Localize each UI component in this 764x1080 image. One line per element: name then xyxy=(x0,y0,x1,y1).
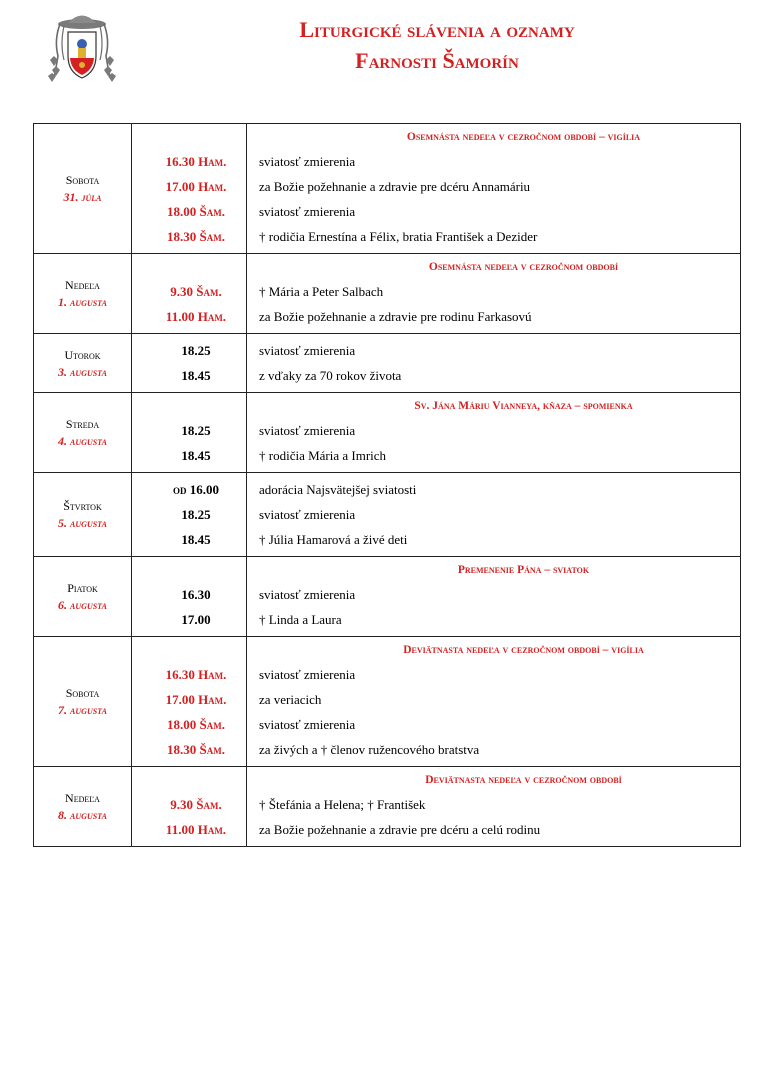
day-date: 5. augusta xyxy=(58,516,107,530)
day-date: 4. augusta xyxy=(58,434,107,448)
day-cell xyxy=(34,124,132,254)
mass-intention: sviatosť zmierenia xyxy=(259,717,356,732)
mass-intention: za živých a † členov ružencového bratstva xyxy=(259,742,480,757)
intention-cell xyxy=(247,767,741,847)
mass-time: 11.00 Ham. xyxy=(165,309,227,324)
day-name: Nedeľa xyxy=(65,278,100,292)
day-name: Sobota xyxy=(65,173,100,187)
time-cell xyxy=(132,767,247,847)
intention-cell xyxy=(247,393,741,473)
intention-cell xyxy=(247,637,741,767)
day-name: Piatok xyxy=(67,581,98,595)
intention-cell xyxy=(247,557,741,637)
day-cell xyxy=(34,557,132,637)
day-cell xyxy=(34,767,132,847)
mass-intention: sviatosť zmierenia xyxy=(259,154,356,169)
mass-time: 18.25 xyxy=(181,507,211,522)
mass-intention: † Linda a Laura xyxy=(259,612,342,627)
mass-intention: za Božie požehnanie a zdravie pre dcéru a celú rodinu xyxy=(259,822,541,837)
time-cell xyxy=(132,393,247,473)
mass-intention: adorácia Najsvätejšej sviatosti xyxy=(259,482,417,497)
day-cell xyxy=(34,393,132,473)
mass-intention: za veriacich xyxy=(259,692,322,707)
schedule-row xyxy=(34,473,741,557)
mass-intention: sviatosť zmierenia xyxy=(259,507,356,522)
mass-time: 18.45 xyxy=(181,532,211,547)
time-cell xyxy=(132,334,247,393)
day-name: Streda xyxy=(65,417,100,431)
time-cell xyxy=(132,124,247,254)
day-cell xyxy=(34,637,132,767)
mass-intention: sviatosť zmierenia xyxy=(259,667,356,682)
mass-time: 17.00 Ham. xyxy=(165,692,227,707)
intention-cell xyxy=(247,124,741,254)
mass-intention: † Štefánia a Helena; † František xyxy=(259,797,426,812)
mass-time: 9.30 Šam. xyxy=(170,797,222,812)
day-cell xyxy=(34,334,132,393)
mass-time: 16.30 xyxy=(181,587,211,602)
time-cell xyxy=(132,557,247,637)
day-date: 3. augusta xyxy=(58,364,107,379)
mass-time: 18.30 Šam. xyxy=(167,229,225,244)
time-cell xyxy=(132,637,247,767)
schedule-table xyxy=(33,123,741,847)
mass-time: 18.00 Šam. xyxy=(167,717,225,732)
liturgical-heading: Osemnásta nedeľa v cezročnom období – vigília xyxy=(406,131,641,143)
mass-intention: † rodičia Ernestína a Félix, bratia František a Dezider xyxy=(259,229,538,244)
day-name: Štvrtok xyxy=(63,499,102,513)
mass-time: 11.00 Ham. xyxy=(165,822,227,837)
day-date: 31. júla xyxy=(63,190,102,204)
schedule-row xyxy=(34,393,741,473)
time-cell xyxy=(132,473,247,557)
mass-intention: sviatosť zmierenia xyxy=(259,343,356,358)
day-name: Nedeľa xyxy=(65,791,100,805)
schedule-row xyxy=(34,637,741,767)
mass-intention: † Júlia Hamarová a živé deti xyxy=(259,532,408,547)
liturgical-heading: Premenenie Pána – sviatok xyxy=(457,564,590,576)
mass-intention: † Mária a Peter Salbach xyxy=(259,284,384,299)
day-date: 7. augusta xyxy=(58,703,107,717)
liturgical-heading: Deviätnasta nedeľa v cezročnom období – vigília xyxy=(403,644,644,656)
liturgical-heading: Osemnásta nedeľa v cezročnom období xyxy=(428,261,619,273)
mass-time: 18.25 xyxy=(181,343,211,358)
day-name: Sobota xyxy=(65,686,100,700)
mass-time: od 16.00 xyxy=(173,482,219,497)
document-title-line2: Farnosti Šamorín xyxy=(355,48,519,73)
mass-intention: sviatosť zmierenia xyxy=(259,204,356,219)
day-date: 6. augusta xyxy=(58,598,107,612)
day-date: 8. augusta xyxy=(58,808,107,822)
mass-time: 18.45 xyxy=(181,368,211,383)
mass-time: 16.30 Ham. xyxy=(165,154,227,169)
liturgical-heading: Sv. Jána Máriu Vianneya, kňaza – spomienka xyxy=(414,400,633,412)
intention-cell xyxy=(247,473,741,557)
mass-time: 18.25 xyxy=(181,423,211,438)
mass-time: 16.30 Ham. xyxy=(165,667,227,682)
schedule-row xyxy=(34,557,741,637)
time-cell xyxy=(132,254,247,334)
intention-cell xyxy=(247,334,741,393)
mass-intention: † rodičia Mária a Imrich xyxy=(259,448,387,463)
document-title-line1: Liturgické slávenia a oznamy xyxy=(299,17,575,42)
day-name: Utorok xyxy=(64,347,101,362)
schedule-row xyxy=(34,767,741,847)
mass-time: 9.30 Šam. xyxy=(170,284,222,299)
liturgical-heading: Deviätnasta nedeľa v cezročnom období xyxy=(425,774,622,786)
mass-time: 18.00 Šam. xyxy=(167,204,225,219)
mass-intention: sviatosť zmierenia xyxy=(259,587,356,602)
day-cell xyxy=(34,473,132,557)
mass-intention: za Božie požehnanie a zdravie pre dcéru Annamáriu xyxy=(259,179,531,194)
schedule-row xyxy=(34,334,741,393)
intention-cell xyxy=(247,254,741,334)
mass-time: 18.45 xyxy=(181,448,211,463)
day-cell xyxy=(34,254,132,334)
day-date: 1. augusta xyxy=(58,295,107,309)
mass-time: 17.00 Ham. xyxy=(165,179,227,194)
mass-time: 18.30 Šam. xyxy=(167,742,225,757)
schedule-row xyxy=(34,254,741,334)
mass-time: 17.00 xyxy=(181,612,211,627)
mass-intention: z vďaky za 70 rokov života xyxy=(259,368,402,383)
schedule-row xyxy=(34,124,741,254)
mass-intention: sviatosť zmierenia xyxy=(259,423,356,438)
mass-intention: za Božie požehnanie a zdravie pre rodinu Farkasovú xyxy=(259,309,532,324)
parish-coat-of-arms xyxy=(44,10,120,84)
